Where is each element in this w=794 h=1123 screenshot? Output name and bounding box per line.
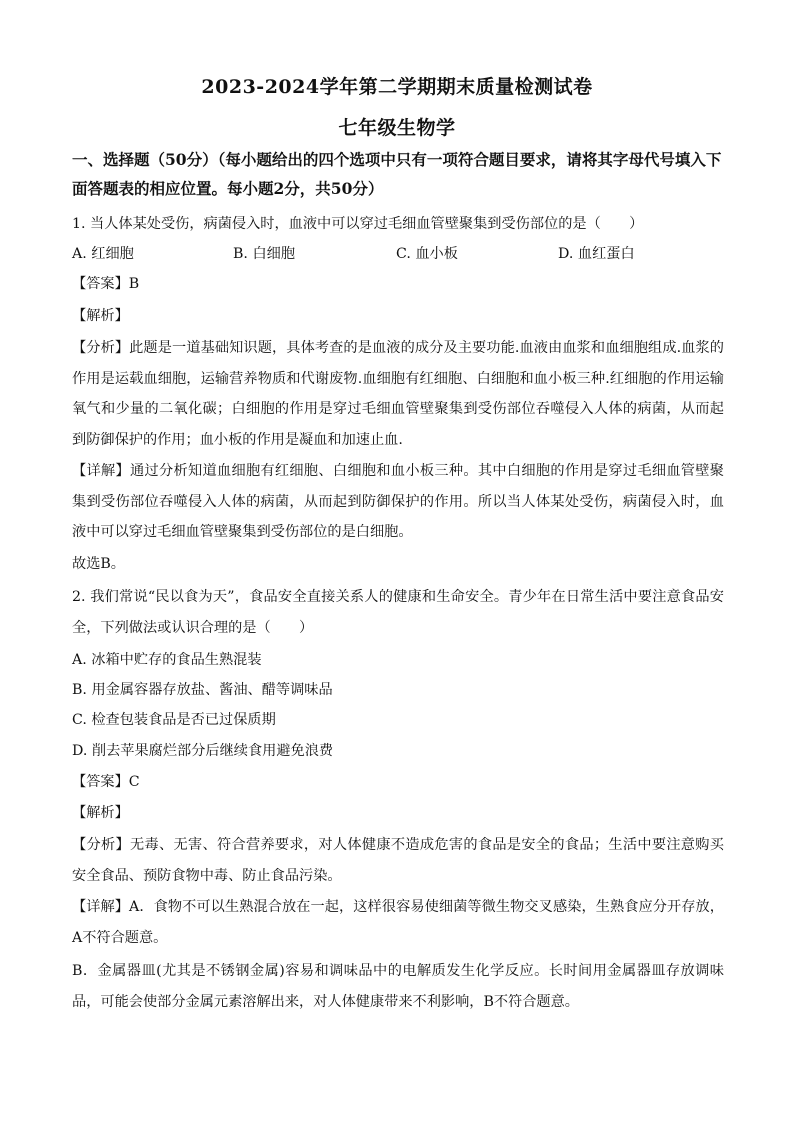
q2-detail-b: B．金属器皿(尤其是不锈钢金属)容易和调味品中的电解质发生化学反应。长时间用金属器皿存放调味品，可能会使部分金属元素溶解出来，对人体健康带来不利影响，B不符合题意。 bbox=[72, 963, 724, 1010]
q1-analysis: 【分析】此题是一道基础知识题，具体考查的是血液的成分及主要功能.血液由血浆和血细胞组成.血浆的作用是运载血细胞，运输营养物质和代谢废物.血细胞有红细胞、白细胞和血小板三种.红细胞的作用运输氧气和少量的二氧化碳；白细胞的作用是穿过毛细血管壁聚集到受伤部位吞噬侵入人体的病菌，从而起到防御保护的作用；血小板的作用是凝血和加速止血. bbox=[72, 340, 724, 448]
q1-option-a: A. 红细胞 bbox=[72, 246, 134, 262]
q2-stem: 2. 我们常说“民以食为天”，食品安全直接关系人的健康和生命安全。青少年在日常生活中要注意食品安全，下列做法或认识合理的是（ ） bbox=[72, 589, 724, 636]
q2-option-a: A. 冰箱中贮存的食品生熟混装 bbox=[72, 652, 262, 668]
q2-option-c: C. 检查包装食品是否已过保质期 bbox=[72, 712, 276, 728]
q1-jiexi-label: 【解析】 bbox=[72, 308, 129, 324]
q1-option-c: C. 血小板 bbox=[396, 246, 458, 262]
section-heading: 一、选择题（50分）（每小题给出的四个选项中只有一项符合题目要求，请将其字母代号填入下面答题表的相应位置。每小题2分，共50分） bbox=[72, 150, 722, 198]
q1-answer: 【答案】B bbox=[72, 276, 140, 292]
q2-option-d: D. 削去苹果腐烂部分后继续食用避免浪费 bbox=[72, 743, 334, 759]
q2-option-b: B. 用金属容器存放盐、酱油、醋等调味品 bbox=[72, 682, 333, 698]
q2-analysis: 【分析】无毒、无害、符合营养要求，对人体健康不造成危害的食品是安全的食品；生活中要注意购买安全食品、预防食物中毒、防止食品污染。 bbox=[72, 837, 724, 884]
exam-title: 2023-2024学年第二学期期末质量检测试卷 bbox=[201, 76, 593, 98]
q1-stem: 1. 当人体某处受伤，病菌侵入时，血液中可以穿过毛细血管壁聚集到受伤部位的是（ ） bbox=[72, 216, 644, 232]
q2-jiexi-label: 【解析】 bbox=[72, 805, 129, 821]
q2-detail-a: 【详解】A．食物不可以生熟混合放在一起，这样很容易使细菌等微生物交叉感染，生熟食应分开存放，A不符合题意。 bbox=[72, 899, 724, 946]
exam-subtitle: 七年级生物学 bbox=[338, 117, 456, 139]
q1-conclusion: 故选B。 bbox=[72, 556, 125, 572]
q1-option-d: D. 血红蛋白 bbox=[558, 246, 635, 262]
q1-detail: 【详解】通过分析知道血细胞有红细胞、白细胞和血小板三种。其中白细胞的作用是穿过毛细血管壁聚集到受伤部位吞噬侵入人体的病菌，从而起到防御保护的作用。所以当人体某处受伤，病菌侵入时，血液中可以穿过毛细血管壁聚集到受伤部位的是白细胞。 bbox=[72, 463, 724, 540]
q1-option-b: B. 白细胞 bbox=[233, 246, 296, 262]
q2-answer: 【答案】C bbox=[72, 774, 140, 790]
